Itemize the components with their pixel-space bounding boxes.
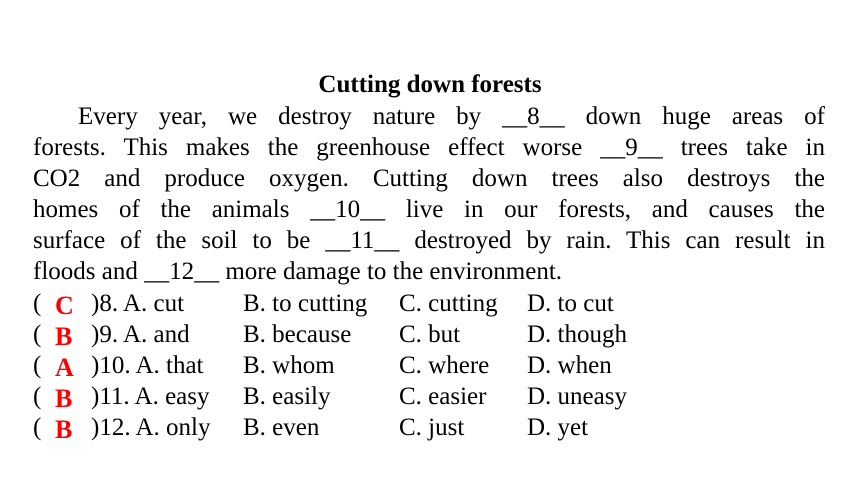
- paren-open: (: [33, 352, 42, 379]
- passage-line: forests. This makes the greenhouse effect worse __9__ trees take in: [33, 134, 825, 161]
- option-c: C. easier: [399, 383, 487, 410]
- answer-letter: B: [55, 384, 73, 413]
- question-row: [33, 288, 833, 319]
- option-a: )9. A. and: [91, 321, 190, 348]
- passage-line: CO2 and produce oxygen. Cutting down trees also destroys the: [33, 165, 825, 192]
- option-b: B. because: [243, 321, 352, 348]
- question-row: [33, 412, 833, 443]
- answer-letter: C: [55, 291, 74, 320]
- question-row: [33, 381, 833, 412]
- passage-line: homes of the animals __10__ live in our forests, and causes the: [33, 196, 825, 223]
- option-c: C. cutting: [399, 290, 498, 317]
- answer-letter: B: [55, 322, 73, 351]
- option-d: D. to cut: [527, 290, 614, 317]
- option-a: )8. A. cut: [91, 290, 185, 317]
- option-a: )12. A. only: [91, 414, 211, 441]
- option-d: D. uneasy: [527, 383, 627, 410]
- option-d: D. yet: [527, 414, 589, 441]
- paren-open: (: [33, 414, 42, 441]
- paren-open: (: [33, 321, 42, 348]
- page-title: Cutting down forests: [318, 71, 542, 98]
- option-b: B. to cutting: [243, 290, 368, 317]
- option-b: B. whom: [243, 352, 335, 379]
- option-c: C. just: [399, 414, 465, 441]
- option-d: D. though: [527, 321, 627, 348]
- paren-open: (: [33, 290, 42, 317]
- option-b: B. easily: [243, 383, 331, 410]
- question-list: [33, 288, 833, 443]
- passage-line: Every year, we destroy nature by __8__ down huge areas of: [78, 103, 825, 130]
- passage-line: surface of the soil to be __11__ destroyed by rain. This can result in: [33, 227, 825, 254]
- option-b: B. even: [243, 414, 320, 441]
- answer-letter: B: [55, 415, 73, 444]
- paren-open: (: [33, 383, 42, 410]
- option-c: C. but: [399, 321, 461, 348]
- answer-letter: A: [55, 353, 74, 382]
- passage: [33, 101, 825, 287]
- option-a: )10. A. that: [91, 352, 204, 379]
- option-a: )11. A. easy: [91, 383, 210, 410]
- question-row: [33, 319, 833, 350]
- option-d: D. when: [527, 352, 612, 379]
- passage-line: floods and __12__ more damage to the environment.: [33, 258, 563, 285]
- question-row: [33, 350, 833, 381]
- option-c: C. where: [399, 352, 490, 379]
